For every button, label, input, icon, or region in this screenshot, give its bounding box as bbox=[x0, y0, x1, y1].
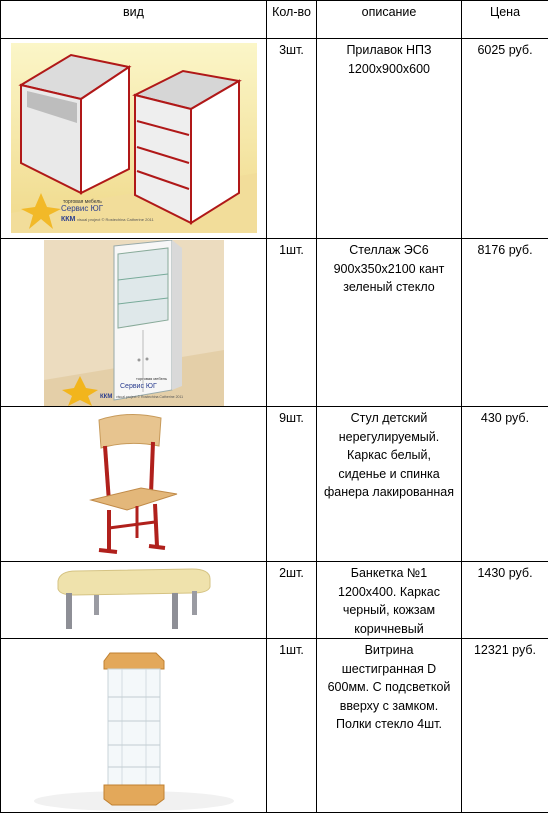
qty-cell: 3шт. bbox=[267, 39, 317, 239]
image-cell bbox=[1, 407, 267, 562]
header-description: описание bbox=[317, 1, 462, 39]
header-qty: Кол-во bbox=[267, 1, 317, 39]
watermark-sub: ККМ bbox=[61, 216, 76, 223]
header-view: вид bbox=[1, 1, 267, 39]
qty-cell: 2шт. bbox=[267, 562, 317, 639]
image-cell bbox=[1, 639, 267, 813]
table-row bbox=[1, 239, 548, 407]
image-cell bbox=[1, 39, 267, 239]
price-cell: 6025 руб. bbox=[462, 39, 548, 239]
price-cell: 430 руб. bbox=[462, 407, 548, 562]
watermark-brand: Сервис ЮГ bbox=[61, 204, 104, 213]
description-cell: Банкетка №1 1200х400. Каркас черный, кожзам коричневый bbox=[317, 562, 462, 639]
glass-shelving-image bbox=[44, 240, 224, 406]
image-cell bbox=[1, 239, 267, 407]
description-cell: Стеллаж ЭС6 900х350х2100 кант зеленый стекло bbox=[317, 239, 462, 407]
table-row bbox=[1, 562, 548, 639]
description-cell: Прилавок НПЗ 1200х900х600 bbox=[317, 39, 462, 239]
child-chair-image bbox=[79, 410, 189, 558]
watermark-credit: visual project © Rostechina Catherine 2011 bbox=[116, 395, 183, 399]
watermark-credit: visual project © Rostechina Catherine 2011 bbox=[77, 217, 154, 222]
watermark-brand: Сервис ЮГ bbox=[120, 383, 157, 390]
watermark-line1: торговая мебель bbox=[63, 199, 102, 205]
table-row bbox=[1, 639, 548, 813]
watermark-line1: торговая мебель bbox=[136, 376, 167, 381]
qty-cell: 1шт. bbox=[267, 639, 317, 813]
qty-cell: 1шт. bbox=[267, 239, 317, 407]
image-cell bbox=[1, 562, 267, 639]
table-row bbox=[1, 39, 548, 239]
price-cell: 1430 руб. bbox=[462, 562, 548, 639]
qty-cell: 9шт. bbox=[267, 407, 317, 562]
description-cell: Стул детский нерегулируемый. Каркас белый, сиденье и спинка фанера лакированная bbox=[317, 407, 462, 562]
price-cell: 8176 руб. bbox=[462, 239, 548, 407]
counter-cabinets-image bbox=[11, 43, 257, 233]
header-row bbox=[1, 1, 548, 39]
table-row bbox=[1, 407, 548, 562]
bench-image bbox=[52, 565, 216, 633]
description-cell: Витрина шестигранная D 600мм. С подсветкой вверху с замком. Полки стекло 4шт. bbox=[317, 639, 462, 813]
price-cell: 12321 руб. bbox=[462, 639, 548, 813]
watermark-sub: ККМ bbox=[100, 394, 112, 400]
header-price: Цена bbox=[462, 1, 548, 39]
hexagonal-showcase-image bbox=[24, 641, 244, 811]
